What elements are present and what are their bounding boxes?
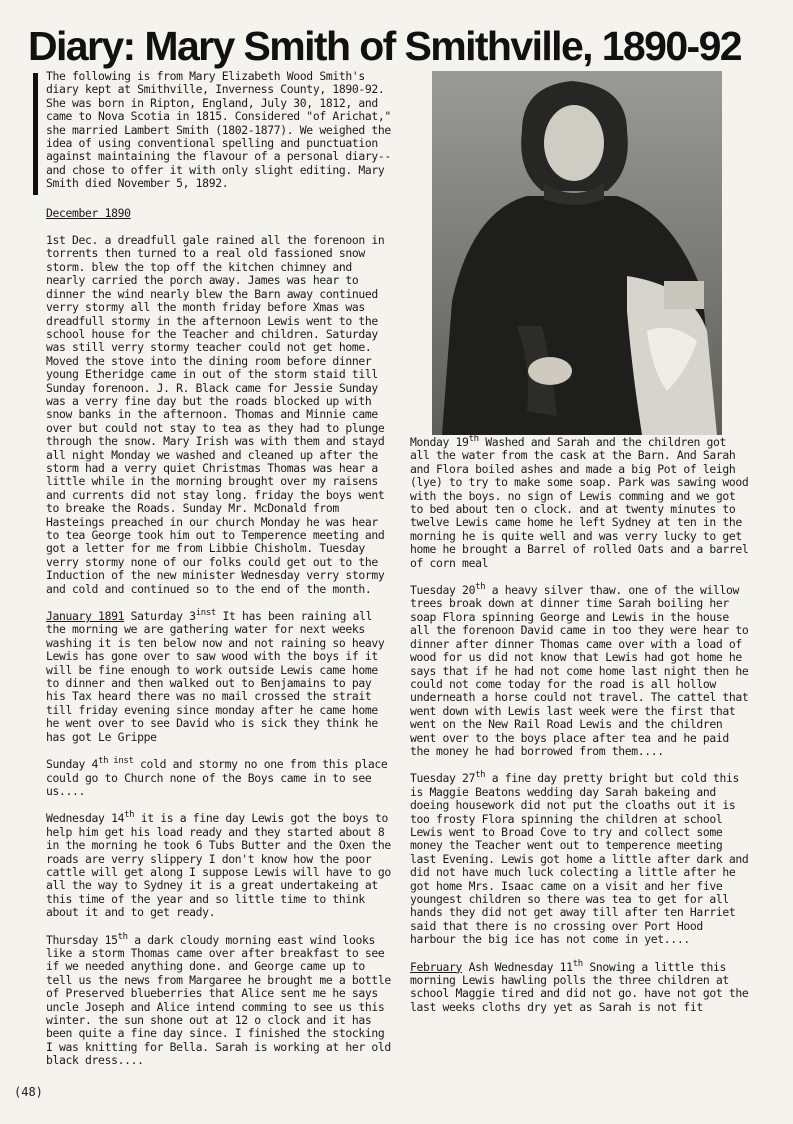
jan-3-text: It has been raining all the morning we are gathering water for next weeks washing it is ten below now and not raining so heavy Lewis has gone over to saw wood with the boys if it will be fine enough to work outside Lewis came home to dinner and then walked out to Benjamains to pay his Tax heard there was no mail crossed the strait till friday evening since monday after he came home he went over to see David who is sick they think he has got Le Grippe: [46, 609, 385, 744]
jan-4-entry: [46, 758, 396, 798]
feb-lead: Ash Wednesday 11: [462, 959, 573, 974]
jan-19-lead: Monday 19: [410, 435, 469, 449]
jan-15-lead: Thursday 15: [46, 932, 118, 947]
feb-entry: [410, 958, 750, 1015]
jan-27-sup: th: [475, 770, 486, 781]
left-column: [46, 70, 396, 1082]
jan-3-entry: [46, 610, 396, 744]
page-number: (48): [14, 1085, 43, 1099]
jan-19-text: Washed and Sarah and the children got all the water from the cask at the Barn. And Sarah and Flora boiled ashes and made a big Pot of leigh (lye) to try to make some soap. Park was sawing wood with the boys. no sign of Lewis comming and we got to bed about ten o clock. and at twenty minutes to twelve Lewis came home he left Sydney at ten in the morning he is quite well and was verry lucky to get home he brought a Barrel of rolled Oats and a barrel of corn meal: [410, 435, 749, 570]
jan-20-sup: th: [475, 582, 486, 593]
intro-bar: [33, 73, 38, 195]
jan-27-text: a fine day pretty bright but cold this is Maggie Beatons wedding day Sarah bakeing and doeing housework did not put the cloaths out it is too frosty Flora spinning the children at school Lewis went to Broad Cove to try and collect some money the Teacher went out to temperence meeting last Evening. Lewis got home a little after dark and did not have much luck colecting a little after he got home Mrs. Isaac came on a visit and her five youngest children so there was tea to get for all hands they did not get away till after ten Harriet said that there is no crossing over Port Hood harbour the big ice has not come in yet....: [410, 771, 749, 947]
jan-20-lead: Tuesday 20: [410, 583, 476, 598]
jan-14-lead: Wednesday 14: [46, 811, 125, 826]
intro-text: The following is from Mary Elizabeth Wood Smith's diary kept at Smithville, Inverness County, 1890-92. She was born in Ripton, England, July 30, 1812, and came to Nova Scotia in 1815. Considered "of Arichat," she married Lambert Smith (1802-1877). We weighed the idea of using conventional spelling and punctuation against maintaining the flavour of a personal diary--and chose to offer it with only slight editing. Mary Smith died November 5, 1892.: [46, 69, 391, 191]
dec-entry: 1st Dec. a dreadfull gale rained all the forenoon in torrents then turned to a real old fassioned snow storm. blew the top off the kitchen chimney and nearly carried the porch away. James was hear to dinner the wind nearly blew the Barn away continued verry stormy all the month friday before Xmas was dreadfull stormy in the afternoon Lewis went to the school house for the Teacher and children. Saturday was still verry stormy teacher could not get home. Moved the stove into the dining room before dinner young Etheridge came in out of the storm staid till Sunday forenoon. J. R. Black came for Jessie Sunday was a verry fine day but the roads blocked up with snow banks in the afternoon. Thomas and Minnie came over but could not stay to tea as they had to plunge through the snow. Mary Irish was with them and stayd all night Monday we washed and cleaned up after the storm had a verry quiet Christmas Thomas was hear a little while in the morning brought over my raisens and currents did not stay long. friday the boys went to breake the Roads. Sunday Mr. McDonald from Hasteings preached in our church Monday he was hear to tea George took him out to Temperence meeting and got a letter for me from Libbie Chisholm. Tuesday verry stormy none of our folks could get out to the Induction of the new minister Wednesday verry stormy and cold and continued so to the end of the month.: [46, 233, 385, 596]
jan-15-sup: th: [117, 931, 128, 942]
jan-27-entry: [410, 772, 750, 946]
jan-15-entry: [46, 931, 396, 1068]
right-column: [410, 436, 750, 1028]
january-heading: January 1891: [46, 609, 125, 624]
page-title: Diary: Mary Smith of Smithville, 1890-92: [28, 23, 741, 69]
jan-27-lead: Tuesday 27: [410, 771, 476, 786]
jan-14-text: it is a fine day Lewis got the boys to help him get his load ready and they started about 8 in the morning he took 6 Tubs Butter and the Oxen the roads are verry slippery I don't know how the poor cattle will get along I suppose Lewis will have to go all the way to Sydney it is a great undertakeing at this time of the year and so little time to think about it and to get ready.: [46, 811, 391, 920]
jan-20-entry: [410, 584, 750, 758]
jan-15-text: a dark cloudy morning east wind looks like a storm Thomas came over after breakfast to see if we needed anything done. and George came up to tell us the news from Margaree he brought me a bottle of Preserved blueberries that Alice sent me he says uncle Joseph and Alice intend comming to see us this winter. the sun shone out at 12 o clock and it has been quite a fine day since. I finished the stocking I was knitting for Bella. Sarah is working at her old black dress....: [46, 932, 391, 1068]
december-heading: December 1890: [46, 205, 131, 220]
jan-20-text: a heavy silver thaw. one of the willow trees broak down at dinner time Sarah boiling her soap Flora spinning George and Lewis in the house all the forenoon David came in too they were hear to dinner after dinner Thomas came over with a load of wood for us did not know that Lewis had got home he says that if he had not come home last night then he could not come today for the road is all hollow underneath a horse could not travel. The cattel that went down with Lewis last week were the first that went on the New Rail Road Lewis and the children went over to the boys place after tea and he paid the money he had borrowed from them....: [410, 583, 749, 758]
jan-14-entry: [46, 812, 396, 919]
jan-14-sup: th: [124, 810, 135, 821]
jan-4-text: cold and stormy no one from this place could go to Church none of the Boys came in to see us....: [46, 757, 388, 798]
portrait-image: [432, 71, 722, 435]
portrait-photo: [432, 71, 722, 435]
jan-19-sup: th: [468, 434, 479, 444]
jan-4-lead: Sunday 4: [46, 757, 99, 772]
jan-3-lead: Saturday 3: [124, 609, 196, 624]
jan-19-entry: [410, 436, 750, 570]
feb-text: Snowing a little this morning Lewis hawling polls the three children at school Maggie tired and did not go. have not got the last weeks cloths dry yet as Sarah is not fit: [410, 959, 749, 1014]
jan-4-sup: th inst: [98, 756, 134, 767]
jan-3-sup: inst: [195, 608, 216, 619]
feb-sup: th: [572, 958, 583, 969]
february-heading: February: [410, 959, 463, 974]
intro-block: [46, 70, 396, 191]
